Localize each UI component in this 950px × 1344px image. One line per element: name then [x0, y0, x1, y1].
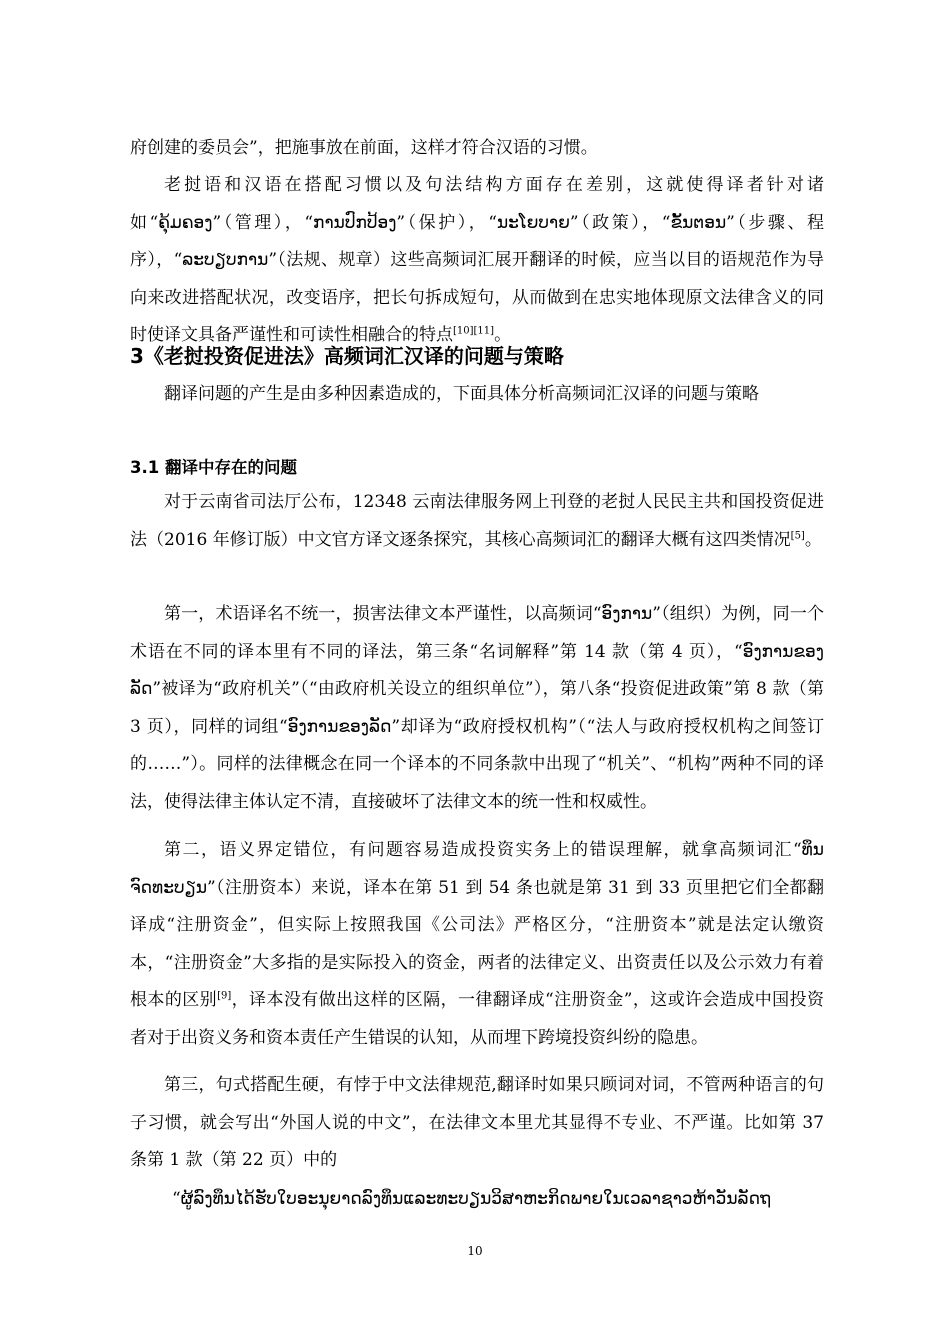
citation-ref: [5] — [790, 529, 805, 541]
paragraph-end: ，译本没有做出这样的区隔，一律翻译成“注册资金”，这或许会造成中国投资者对于出资义务和资本责任产生错误的认知，从而埋下跨境投资纠纷的隐患。 — [130, 990, 824, 1048]
paragraph-second-issue — [130, 832, 824, 1058]
section-heading-3: 3《老挝投资促进法》高频词汇汉译的问题与策略 — [130, 344, 564, 368]
paragraph-text: 第三，句式搭配生硬，有悖于中文法律规范,翻译时如果只顾词对词，不管两种语言的句子习惯，就会写出“外国人说的中文”，在法律文本里尤其显得不专业、不严谨。比如第 37 条第 1 款（第 22 页）中的 — [130, 1075, 824, 1171]
paragraph-first-issue — [130, 596, 824, 822]
paragraph-text: 对于云南省司法厅公布，12348 云南法律服务网上刊登的老挝人民民主共和国投资促进法（2016 年修订版）中文官方译文逐条探究，其核心高频词汇的翻译大概有这四类情况 — [130, 492, 824, 550]
citation-ref: [10][11] — [453, 325, 495, 337]
paragraph-text: 府创建的委员会”，把施事放在前面，这样才符合汉语的习惯。 — [130, 138, 598, 158]
paragraph-source — [130, 484, 824, 559]
page-number: 10 — [467, 1244, 483, 1258]
quoted-lao-text — [172, 1181, 832, 1219]
paragraph-end: 。 — [494, 325, 512, 346]
paragraph-text: 翻译问题的产生是由多种因素造成的，下面具体分析高频词汇汉译的问题与策略 — [164, 384, 759, 404]
citation-ref: [9] — [217, 990, 232, 1002]
subsection-heading-3-1: 3.1 翻译中存在的问题 — [130, 458, 297, 477]
paragraph-intro — [130, 376, 824, 414]
paragraph-text: 第二，语义界定错位，有问题容易造成投资实务上的错误理解，就拿高频词汇“ທຶນຈົດທະບຽນ”（注册资本）来说，译本在第 51 到 54 条也就是第 31 到 33 页里把它们全都翻译成“注册资金”，但实际上按照我国《公司法》严格区分，“注册资本”就是法定认缴资本，“注册资金”大多指的是实际投入的资金，两者的法律定义、出资责任以及公示效力有着根本的区别 — [130, 840, 824, 1011]
paragraph-third-issue — [130, 1067, 824, 1180]
paragraph-text: “ຜູ້ລົງທຶນໄດ້ຮັບໃບອະນຸຍາດລົງທຶນແລະທະບຽນວິສາຫະກິດພາຍໃນເວລາຊາວຫ້າວັນລັດຖ — [172, 1189, 771, 1209]
paragraph-continuation — [130, 130, 824, 168]
paragraph-collocation — [130, 167, 824, 355]
paragraph-text: 老挝语和汉语在搭配习惯以及句法结构方面存在差别，这就使得译者针对诸如“ຄຸ້ມຄອງ”（管理），“ການປົກປ້ອງ”（保护），“ນະໂຍບາຍ”（政策），“ຂັ້ນຕອນ”（步骤、程序），“ລະບຽບການ”（法规、规章）这些高频词汇展开翻译的时候，应当以目的语规范作为导向来改进搭配状况，改变语序，把长句拆成短句，从而做到在忠实地体现原文法律含义的同时使译文具备严谨性和可读性相融合的特点 — [130, 175, 824, 346]
paragraph-end: 。 — [804, 529, 822, 550]
paragraph-text: 第一，术语译名不统一，损害法律文本严谨性，以高频词“ອົງການ”（组织）为例，同一个术语在不同的译本里有不同的译法，第三条“名词解释”第 14 款（第 4 页），“ອົງການຂອງລັດ”被译为“政府机关”（“由政府机关设立的组织单位”），第八条“投资促进政策”第 8 款（第 3 页），同样的词组“ອົງການຂອງລັດ”却译为“政府授权机构”（“法人与政府授权机构之间签订的……”）。同样的法律概念在同一个译本的不同条款中出现了“机关”、“机构”两种不同的译法，使得法律主体认定不清，直接破坏了法律文本的统一性和权威性。 — [130, 604, 824, 812]
